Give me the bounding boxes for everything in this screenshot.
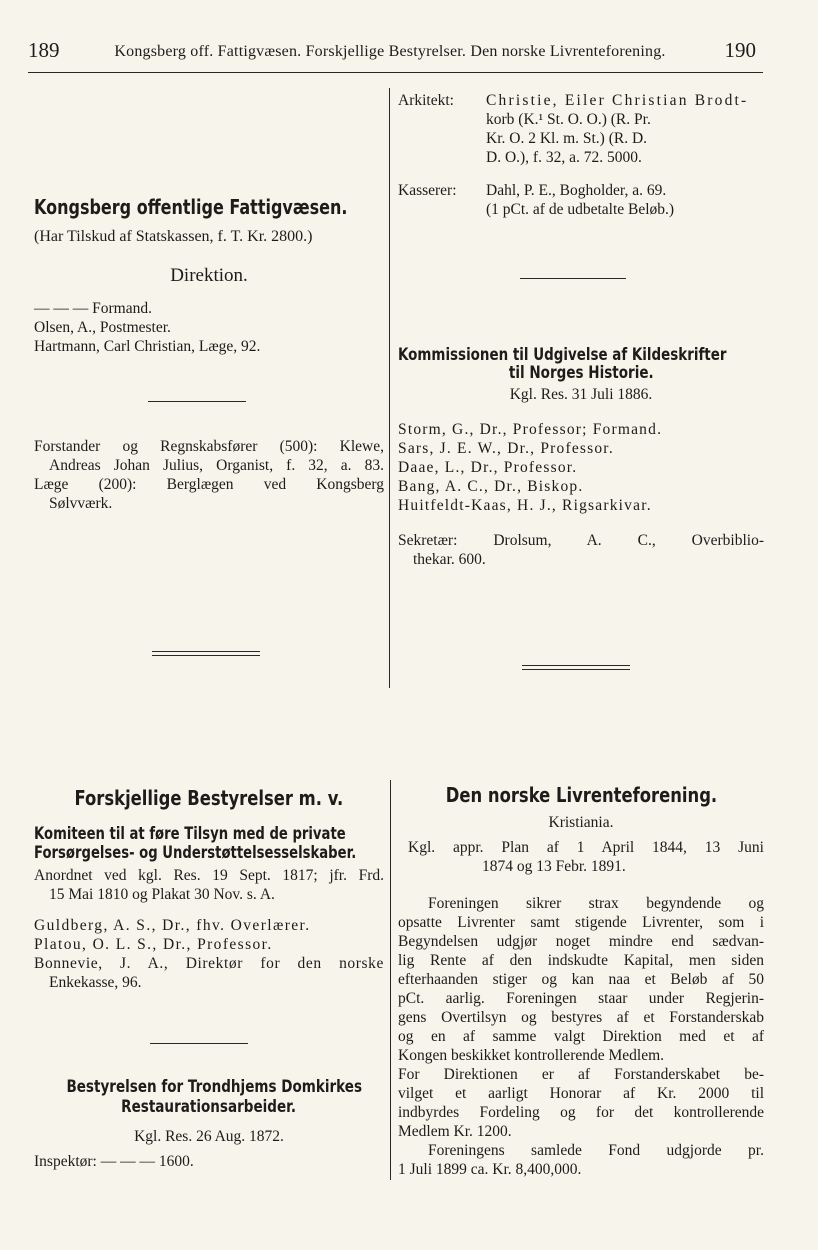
kildeskrifter-sekretaer: Sekretær: Drolsum, A. C., Overbiblio- (398, 532, 764, 549)
livrente-city: Kristiania. (548, 814, 614, 831)
fond-line: 1 Juli 1899 ca. Kr. 8,400,000. (398, 1161, 582, 1178)
kasserer-label: Kasserer: (398, 182, 457, 199)
anordnet-line: 15 Mai 1810 og Plakat 30 Nov. s. A. (49, 886, 275, 903)
arkitekt-line: Kr. O. 2 Kl. m. St.) (R. D. (486, 130, 648, 147)
forstander-line: Læge (200): Berglægen ved Kongsberg (34, 476, 384, 493)
section-rule (520, 278, 626, 279)
header-rule (28, 72, 763, 73)
kasserer-line: Dahl, P. E., Bogholder, a. 69. (486, 182, 667, 199)
column-divider-bottom (390, 780, 391, 1180)
komiteen-heading-line1: Komiteen til at føre Tilsyn med de private (34, 824, 346, 843)
direktion-member: — — — Formand. (34, 300, 152, 317)
direktion-members (34, 299, 384, 356)
forskjellige-section (34, 786, 384, 992)
domkirke-heading-line1: Bestyrelsen for Trondhjems Domkirkes (66, 1077, 363, 1096)
anordnet-line: Anordnet ved kgl. Res. 19 Sept. 1817; jfr. Frd. (34, 867, 384, 884)
paragraph-line: lig Rente af den indskudte Kapital, men siden (398, 952, 764, 969)
arkitekt-line: korb (K.¹ St. O. O.) (R. Pr. (486, 111, 651, 128)
kasserer-line: (1 pCt. af de udbetalte Beløb.) (486, 201, 675, 218)
paragraph-line: og en af samme valgt Direktion med et af (398, 1028, 764, 1045)
komiteen-member: Guldberg, A. S., Dr., fhv. Overlærer. (34, 917, 311, 934)
direktion-member: Olsen, A., Postmester. (34, 319, 171, 336)
kildeskrifter-member: Storm, G., Dr., Professor; Formand. (398, 421, 663, 438)
komiteen-member: Bonnevie, J. A., Direktør for den norske (34, 955, 384, 972)
livrente-fond (398, 1141, 764, 1179)
column-divider-top (389, 88, 390, 688)
domkirke-res: Kgl. Res. 26 Aug. 1872. (134, 1128, 284, 1145)
section-rule (150, 1043, 248, 1044)
paragraph-line: For Direktionen er af Forstanderskabet be- (398, 1066, 764, 1083)
paragraph-line: Begyndelsen udgjør noget mindre end sædvan- (398, 933, 764, 950)
right-page-number: 190 (724, 38, 756, 62)
livrente-paragraph (398, 894, 764, 1141)
komiteen-heading-line2: Forsørgelses- og Understøttelsesselskaber. (34, 843, 357, 862)
domkirke-inspektor: Inspektør: — — — 1600. (34, 1153, 194, 1170)
kildeskrifter-members (398, 420, 764, 515)
fattigvaesen-note: (Har Tilskud af Statskassen, f. T. Kr. 2800.) (34, 228, 313, 245)
fattigvaesen-heading: Kongsberg offentlige Fattigvæsen. (34, 195, 348, 219)
running-header (28, 38, 756, 68)
forskjellige-heading: Forskjellige Bestyrelser m. v. (74, 786, 344, 810)
kildeskrifter-heading-line1: Kommissionen til Udgivelse af Kildeskrifter (398, 345, 727, 364)
paragraph-line: opsatte Livrenter samt stigende Livrenter, som i (398, 914, 764, 931)
direktion-heading: Direktion. (170, 265, 248, 286)
arkitekt-line: Christie, Eiler Christian Brodt- (486, 92, 749, 109)
left-page-number: 189 (28, 38, 60, 62)
forstander-line: Forstander og Regnskabsfører (500): Klewe, (34, 438, 384, 455)
livrente-section (398, 783, 764, 1179)
kildeskrifter-section (398, 345, 764, 569)
running-title: Kongsberg off. Fattigvæsen. Forskjellige Bestyrelser. Den norske Livrenteforening. (114, 43, 666, 60)
forstander-line: Andreas Johan Julius, Organist, f. 32, a. 83. (49, 457, 384, 474)
livrente-plan-line: 1874 og 13 Febr. 1891. (482, 858, 626, 875)
paragraph-line: gens Overtilsyn og bestyres af et Forstanderskab (398, 1009, 764, 1026)
kildeskrifter-heading-line2: til Norges Historie. (508, 363, 654, 382)
kildeskrifter-res: Kgl. Res. 31 Juli 1886. (509, 386, 653, 403)
kildeskrifter-member: Daae, L., Dr., Professor. (398, 459, 578, 476)
paragraph-line: Foreningen sikrer strax begyndende og (428, 895, 764, 912)
livrente-heading: Den norske Livrenteforening. (445, 783, 717, 807)
fond-line: Foreningens samlede Fond udgjorde pr. (428, 1142, 764, 1159)
forstander-line: Sølvværk. (49, 495, 113, 512)
komiteen-member: Platou, O. L. S., Dr., Professor. (34, 936, 273, 953)
double-rule-right (522, 665, 630, 670)
paragraph-line: vilget et aarligt Honorar af Kr. 2000 til (398, 1085, 764, 1102)
arkitekt-line: D. O.), f. 32, a. 72. 5000. (486, 149, 642, 166)
paragraph-line: indbyrdes Fordeling og for det kontrollerende (398, 1104, 764, 1121)
double-rule-left (152, 651, 260, 656)
arkitekt-block (398, 91, 764, 167)
domkirke-section (34, 1077, 384, 1171)
komiteen-member-cont: Enkekasse, 96. (49, 974, 142, 991)
arkitekt-label: Arkitekt: (398, 92, 454, 109)
paragraph-line: efterhaanden stiger og kan naa et Beløb af 50 (398, 971, 764, 988)
kasserer-block (398, 181, 764, 219)
forstander-block (34, 437, 384, 513)
fattigvaesen-section (34, 195, 384, 356)
kildeskrifter-member: Huitfeldt-Kaas, H. J., Rigsarkivar. (398, 497, 652, 514)
paragraph-line: Medlem Kr. 1200. (398, 1123, 512, 1140)
livrente-plan-line: Kgl. appr. Plan af 1 April 1844, 13 Juni (408, 839, 764, 856)
domkirke-heading-line2: Restaurationsarbeider. (121, 1097, 297, 1116)
paragraph-line: pCt. aarlig. Foreningen staar under Regjerin- (398, 990, 764, 1007)
direktion-member: Hartmann, Carl Christian, Læge, 92. (34, 338, 261, 355)
kildeskrifter-member: Bang, A. C., Dr., Biskop. (398, 478, 584, 495)
kildeskrifter-member: Sars, J. E. W., Dr., Professor. (398, 440, 614, 457)
section-rule (148, 401, 246, 402)
kildeskrifter-sekretaer-cont: thekar. 600. (413, 551, 486, 568)
paragraph-line: Kongen beskikket kontrollerende Medlem. (398, 1047, 665, 1064)
